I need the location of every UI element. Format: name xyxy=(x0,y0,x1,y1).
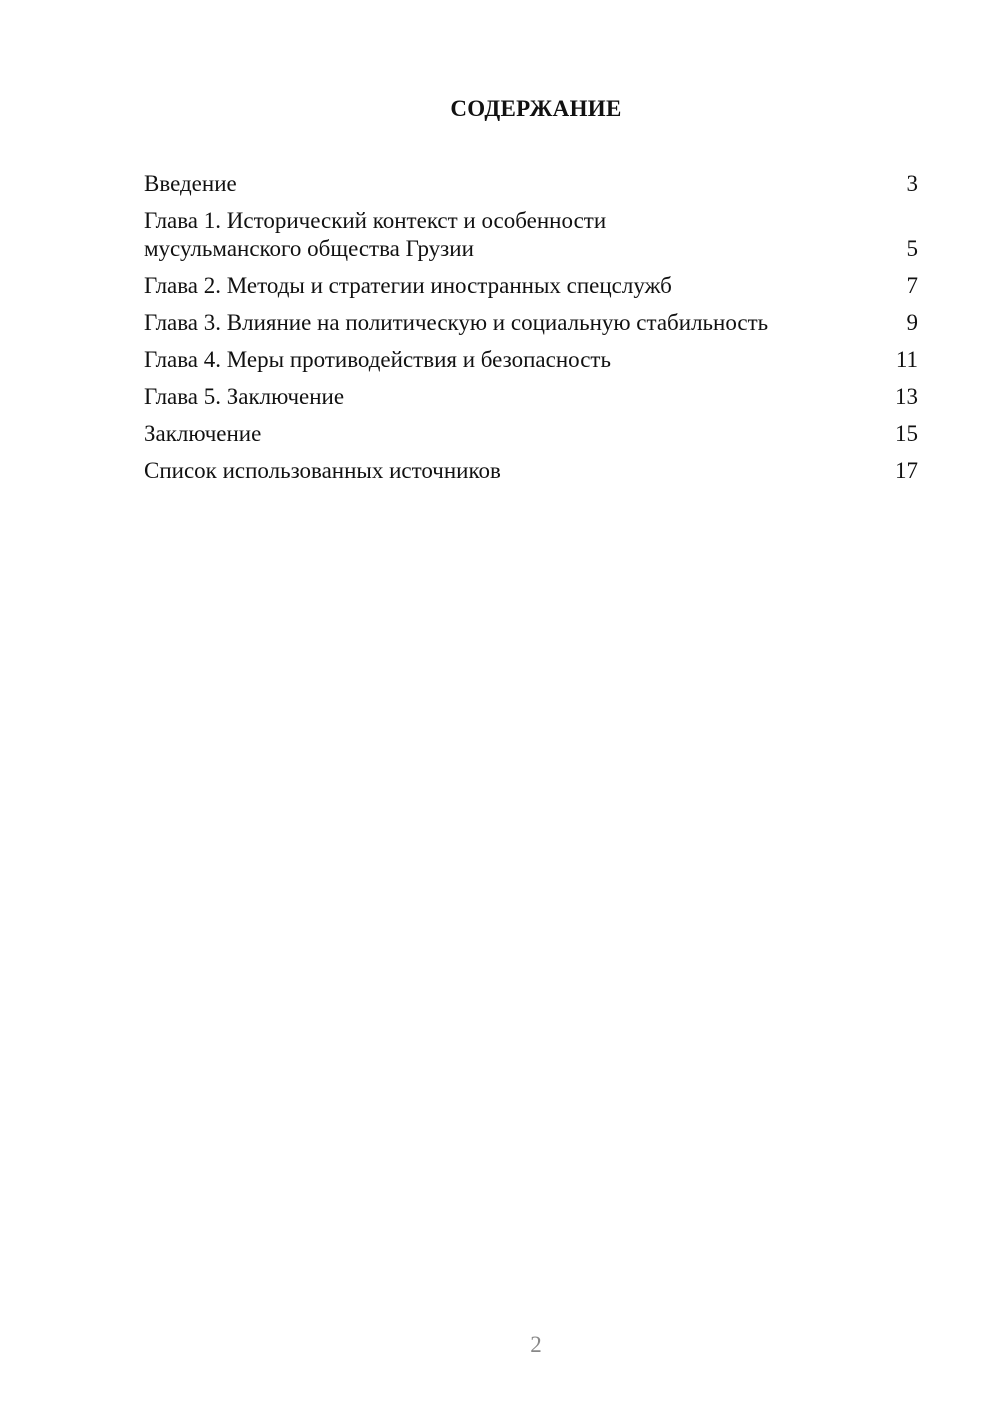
toc-entry-label: Глава 5. Заключение xyxy=(144,384,345,409)
toc-entry-page: 3 xyxy=(906,171,918,196)
toc-title: СОДЕРЖАНИЕ xyxy=(450,96,622,121)
toc-entry xyxy=(144,346,918,374)
toc-entry-label: Глава 4. Меры противодействия и безопасность xyxy=(144,347,611,372)
table-of-contents xyxy=(144,170,918,494)
toc-entry-page: 17 xyxy=(895,458,918,483)
toc-entry-page: 5 xyxy=(906,236,918,261)
toc-entry xyxy=(144,457,918,485)
toc-entry-label: Глава 1. Исторический контекст и особенности мусульманского общества Грузии xyxy=(144,208,607,261)
toc-entry-label: Глава 3. Влияние на политическую и социальную стабильность xyxy=(144,310,769,335)
page-number: 2 xyxy=(530,1332,542,1357)
toc-entry xyxy=(144,420,918,448)
toc-entry xyxy=(144,170,918,198)
toc-entry-label: Глава 2. Методы и стратегии иностранных спецслужб xyxy=(144,273,672,298)
toc-entry-page: 9 xyxy=(906,310,918,335)
toc-entry xyxy=(144,272,918,300)
toc-entry-page: 11 xyxy=(895,347,918,372)
toc-entry xyxy=(144,383,918,411)
toc-entry-page: 15 xyxy=(895,421,918,446)
toc-entry-page: 7 xyxy=(906,273,918,298)
toc-entry-label: Список использованных источников xyxy=(144,458,501,483)
toc-entry-page: 13 xyxy=(895,384,918,409)
toc-entry-label: Заключение xyxy=(144,421,262,446)
toc-entry xyxy=(144,207,918,263)
toc-entry xyxy=(144,309,918,337)
toc-entry-label: Введение xyxy=(144,171,237,196)
